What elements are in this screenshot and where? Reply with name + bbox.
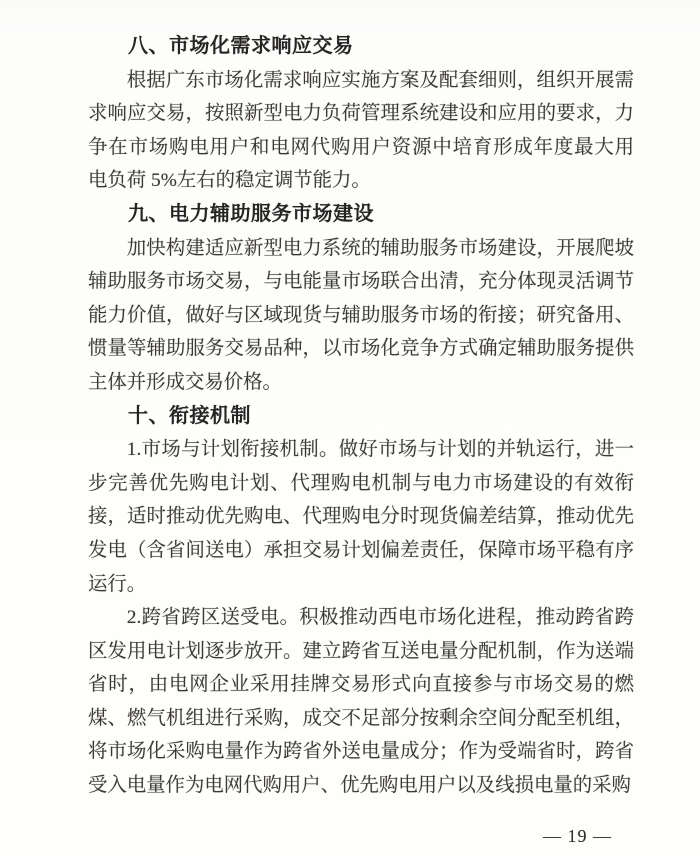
text-line: 辅助服务市场交易，与电能量市场联合出清，充分体现灵活调节 (88, 271, 634, 293)
text-line: 将市场化采购电量作为跨省外送电量成分；作为受端省时，跨省 (88, 741, 634, 763)
section-heading: 八、市场化需求响应交易 (128, 35, 354, 57)
text-line: 惯量等辅助服务交易品种，以市场化竞争方式确定辅助服务提供 (88, 338, 634, 360)
text-line: 省时，由电网企业采用挂牌交易形式向直接参与市场交易的燃 (88, 674, 634, 696)
paragraph (88, 232, 634, 400)
text-line: 能力价值，做好与区域现货与辅助服务市场的衔接；研究备用、 (88, 304, 634, 326)
text-line: 煤、燃气机组进行采购，成交不足部分按剩余空间分配至机组， (88, 707, 634, 729)
paragraph (88, 433, 634, 601)
paragraph (88, 601, 634, 803)
paragraph (88, 64, 634, 198)
text-line: 区发用电计划逐步放开。建立跨省互送电量分配机制，作为送端 (88, 640, 634, 662)
text-line: 接，适时推动优先购电、代理购电分时现货偏差结算，推动优先 (88, 506, 634, 528)
section-heading: 九、电力辅助服务市场建设 (128, 202, 374, 225)
text-line: 2.跨省跨区送受电。积极推动西电市场化进程，推动跨省跨 (126, 607, 634, 629)
text-line: 运行。 (88, 573, 147, 595)
text-line: 发电（含省间送电）承担交易计划偏差责任，保障市场平稳有序 (88, 539, 634, 561)
page-number: — 19 — (543, 826, 612, 846)
text-line: 电负荷 5%左右的稳定调节能力。 (88, 170, 371, 192)
text-line: 1.市场与计划衔接机制。做好市场与计划的并轨运行，进一 (126, 439, 634, 461)
text-line: 根据广东市场化需求响应实施方案及配套细则，组织开展需 (126, 69, 634, 91)
text-line: 步完善优先购电计划、代理购电机制与电力市场建设的有效衔 (88, 472, 634, 494)
section-heading: 十、衔接机制 (128, 404, 251, 427)
text-line: 加快构建适应新型电力系统的辅助服务市场建设，开展爬坡 (126, 237, 634, 259)
text-line: 求响应交易，按照新型电力负荷管理系统建设和应用的要求，力 (88, 103, 634, 125)
text-line: 争在市场购电用户和电网代购用户资源中培育形成年度最大用 (88, 136, 634, 158)
document-body (88, 30, 634, 803)
text-line: 主体并形成交易价格。 (88, 371, 282, 393)
text-line: 受入电量作为电网代购用户、优先购电用户以及线损电量的采购 (88, 775, 631, 797)
